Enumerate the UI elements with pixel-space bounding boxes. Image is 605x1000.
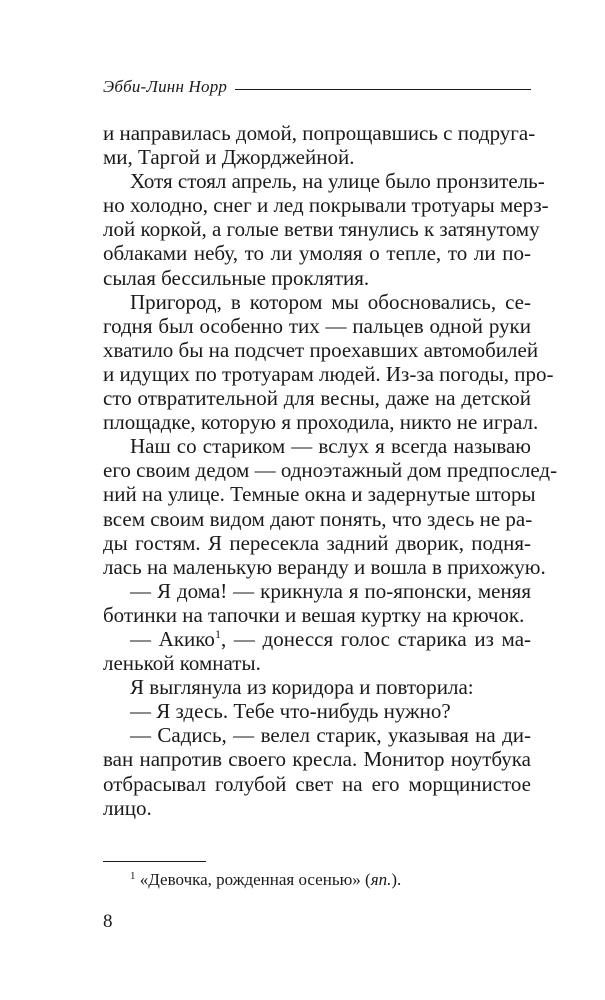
footnote-ref: 1 bbox=[214, 626, 221, 641]
text-line: ботинки на тапочки и вешая куртку на крючок. bbox=[103, 602, 525, 627]
text-line: Наш со стариком — вслух я всегда называю bbox=[130, 434, 531, 459]
text-line: — Я здесь. Тебе что-нибудь нужно? bbox=[130, 699, 451, 724]
text-line: площадке, которую я проходила, никто не играл. bbox=[103, 410, 539, 435]
text-line: ми, Таргой и Джорджейной. bbox=[103, 145, 355, 170]
text-line: лой коркой, а голые ветви тянулись к затянутому bbox=[103, 217, 540, 242]
dialogue-name: — Акико bbox=[130, 626, 215, 651]
text-line: ды гостям. Я пересекла задний дворик, подня- bbox=[103, 530, 531, 555]
text-line: Пригород, в котором мы обосновались, се- bbox=[130, 289, 531, 314]
text-line: годня был особенно тих — пальцев одной руки bbox=[103, 313, 531, 338]
header-rule bbox=[235, 89, 531, 90]
text-line: хватило бы на подсчет проехавших автомобилей bbox=[103, 337, 539, 362]
text-line: ний на улице. Темные окна и задернутые шторы bbox=[103, 482, 536, 507]
text-line: его своим дедом — одноэтажный дом предпослед- bbox=[103, 458, 558, 483]
text-line: сто отвратительной для весны, даже на детской bbox=[103, 386, 531, 411]
text-line: и направилась домой, попрощавшись с подруга- bbox=[103, 121, 536, 145]
footnote-end: ). bbox=[391, 870, 402, 889]
text-line: и идущих по тротуарам людей. Из-за погоды, про- bbox=[103, 361, 554, 386]
text-line: но холодно, снег и лед покрывали тротуары мерз- bbox=[103, 193, 549, 218]
page-number: 8 bbox=[103, 911, 113, 932]
text-line bbox=[103, 627, 531, 651]
running-head bbox=[103, 74, 531, 100]
text-line: — Я дома! — крикнула я по-японски, меняя bbox=[130, 578, 531, 603]
text-line: ван напротив своего кресла. Монитор ноутбука bbox=[103, 747, 531, 772]
text-line: облаками небу, то ли умоляя о тепле, то ли по- bbox=[103, 241, 531, 266]
text-line: сылая бессильные проклятия. bbox=[103, 265, 370, 290]
text-line: Я выглянула из коридора и повторила: bbox=[130, 675, 474, 700]
text-line: отбрасывал голубой свет на его морщинистое bbox=[103, 771, 531, 796]
text-line: — Садись, — велел старик, указывая на ди- bbox=[130, 723, 531, 748]
footnote-abbr: яп. bbox=[370, 870, 392, 889]
footnote-marker: 1 bbox=[130, 870, 136, 882]
text-line: лась на маленькую веранду и вошла в прихожую. bbox=[103, 554, 546, 579]
dialogue-rest: , — донесся голос старика из ма- bbox=[220, 626, 532, 651]
footnote-text: «Девочка, рожденная осенью» ( bbox=[139, 870, 371, 889]
body-text bbox=[103, 121, 558, 820]
text-line: лицо. bbox=[103, 795, 152, 820]
text-line: ленькой комнаты. bbox=[103, 651, 261, 676]
author-name: Эбби-Линн Норр bbox=[103, 77, 228, 96]
footnote bbox=[130, 869, 401, 891]
text-line: всем своим видом дают понять, что здесь не ра- bbox=[103, 506, 533, 531]
text-line: Хотя стоял апрель, на улице было пронзитель- bbox=[130, 169, 545, 194]
footnote-rule bbox=[103, 861, 206, 862]
